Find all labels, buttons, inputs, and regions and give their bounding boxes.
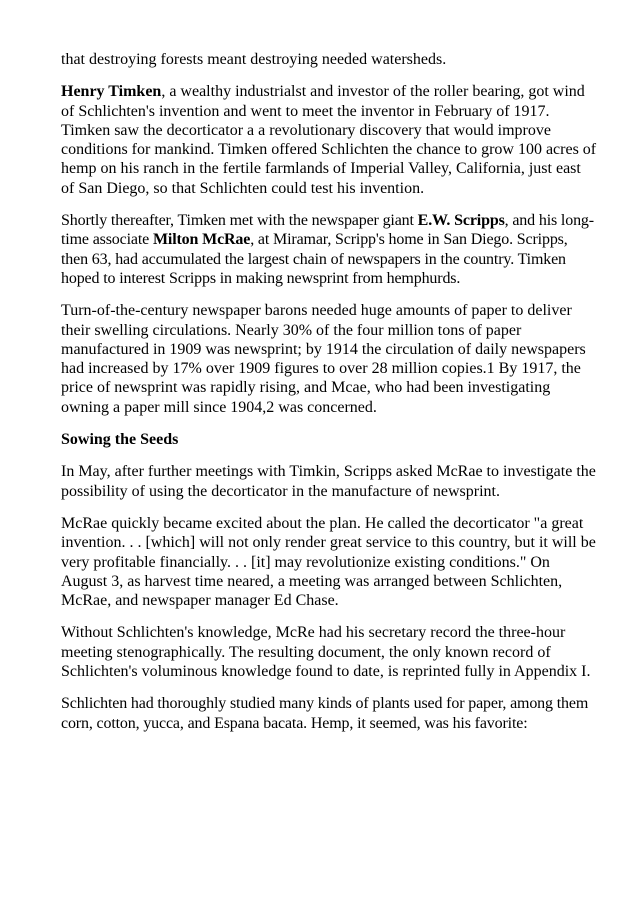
paragraph-text: , and his long-time associate <box>61 212 594 249</box>
paragraph-plants-studied <box>61 694 598 733</box>
paragraph-text: In May, after further meetings with Timkin, Scripps asked McRae to investigate the possibility of using the decorticator in the manufacture of newsprint. <box>61 463 596 500</box>
paragraph-text: Without Schlichten's knowledge, McRe had his secretary record the three-hour meeting stenographically. The resulting document, the only known record of Schlichten's voluminous knowledge found to date, is reprinted fully in Appendix I. <box>61 624 591 681</box>
paragraph-text: McRae quickly became excited about the plan. He called the decorticator "a great invention. . . [which] will not only render great service to this country, but it will be very profitable financially. . . [it] may revolutionize existing conditions." On August 3, as harvest time neared, a meeting was arranged between Schlichten, McRae, and newspaper manager Ed Chase. <box>61 514 596 610</box>
paragraph-mcrae-excited <box>61 514 598 610</box>
paragraph-scripps <box>61 211 598 288</box>
paragraph-text: Shortly thereafter, Timken met with the newspaper giant <box>61 212 418 230</box>
bold-name-henry-timken: Henry Timken <box>61 83 162 101</box>
bold-name-milton-mcrae: Milton McRae <box>152 231 251 249</box>
paragraph-timken <box>61 82 598 198</box>
bold-name-ew-scripps: E.W. Scripps <box>417 212 505 230</box>
paragraph-text: Turn-of-the-century newspaper barons needed huge amounts of paper to deliver their swelling circulations. Nearly 30% of the four million tons of paper manufactured in 1909 was newsprint; by 1914 the circulation of daily newspapers had increased by 17% over 1909 figures to over 28 million copies.1 By 1917, the price of newsprint was rapidly rising, and Mcae, who had been investigating owning a paper mill since 1904,2 was concerned. <box>61 302 586 416</box>
paragraph-text: , a wealthy industrialst and investor of the roller bearing, got wind of Schlichten's invention and went to meet the inventor in February of 1917. Timken saw the decorticator a a revolutionary discovery that would improve conditions for mankind. Timken offered Schlichten the chance to grow 100 acres of hemp on his ranch in the fertile farmlands of Imperial Valley, California, just east of San Diego, so that Schlichten could test his invention. <box>61 83 597 197</box>
paragraph-text: that destroying forests meant destroying needed watersheds. <box>61 51 447 68</box>
section-heading: Sowing the Seeds <box>61 431 179 449</box>
paragraph-may-meetings <box>61 462 598 501</box>
paragraph-text: Schlichten had thoroughly studied many kinds of plants used for paper, among them corn, cotton, yucca, and Espana bacata. Hemp, it seemed, was his favorite: <box>61 695 589 732</box>
paragraph-newspaper-barons <box>61 301 598 417</box>
paragraph-stenographic-record <box>61 623 598 681</box>
paragraph-text: , at Miramar, Scripp's home in San Diego. Scripps, then 63, had accumulated the largest chain of newspapers in the country. Timken hoped to interest Scripps in making newsprint from hemphurds. <box>61 231 568 287</box>
paragraph-watersheds <box>61 50 598 69</box>
